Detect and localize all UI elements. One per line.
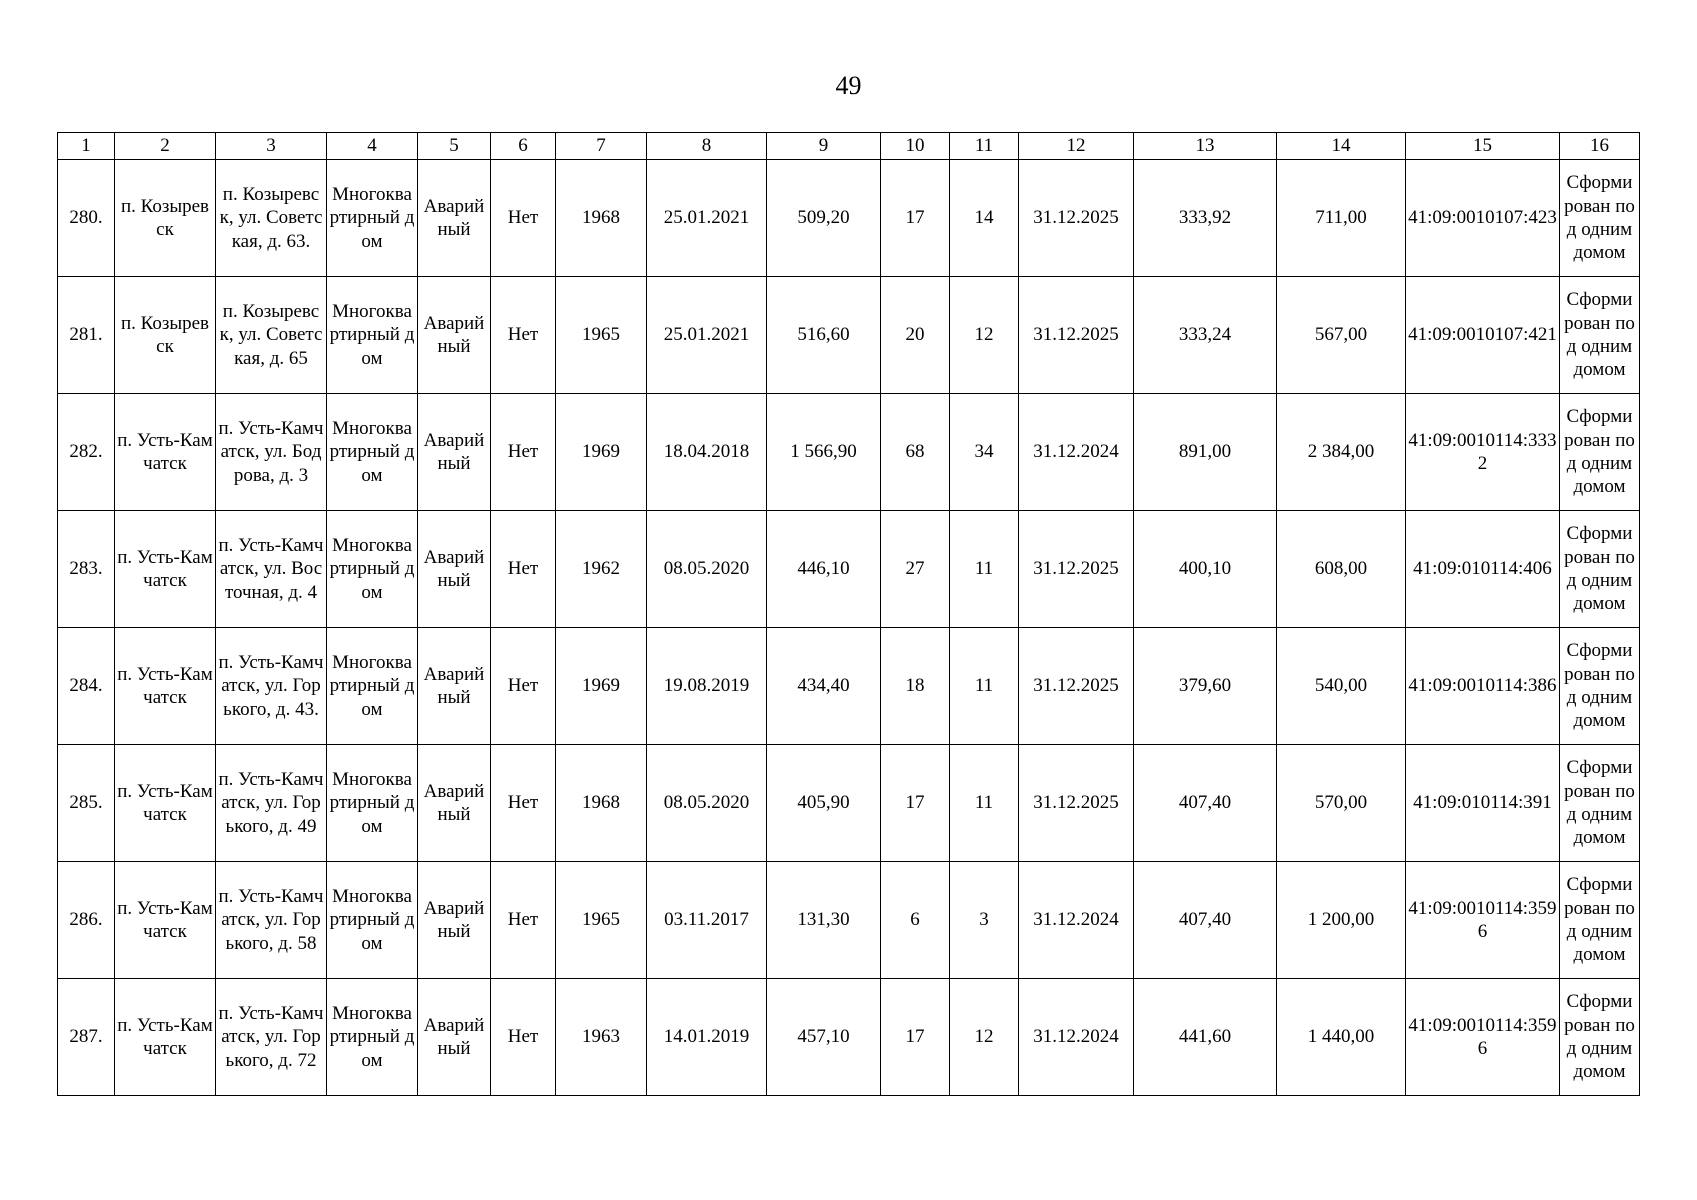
col10-cell: 17: [881, 745, 950, 862]
address-cell: п. Усть-Камчатск, ул. Восточная, д. 4: [216, 511, 327, 628]
col10-cell: 20: [881, 277, 950, 394]
deadline-cell: 31.12.2024: [1019, 979, 1134, 1096]
date-cell: 08.05.2020: [647, 745, 767, 862]
status-cell: Аварийный: [418, 979, 491, 1096]
col11-cell: 12: [950, 277, 1019, 394]
note-cell: Сформирован под одним домом: [1560, 745, 1640, 862]
table-row: [58, 511, 1640, 628]
area-cell: 131,30: [767, 862, 881, 979]
cadastral-number-cell: 41:09:0010114:3596: [1406, 979, 1560, 1096]
status-cell: Аварийный: [418, 277, 491, 394]
year-cell: 1965: [556, 277, 647, 394]
col13-cell: 379,60: [1134, 628, 1277, 745]
deadline-cell: 31.12.2025: [1019, 628, 1134, 745]
address-cell: п. Усть-Камчатск, ул. Горького, д. 72: [216, 979, 327, 1096]
status-cell: Аварийный: [418, 160, 491, 277]
address-cell: п. Козыревск, ул. Советская, д. 63.: [216, 160, 327, 277]
building-type-cell: Многоквартирный дом: [327, 979, 418, 1096]
col10-cell: 17: [881, 979, 950, 1096]
col13-cell: 407,40: [1134, 862, 1277, 979]
note-cell: Сформирован под одним домом: [1560, 277, 1640, 394]
settlement-cell: п. Козыревск: [115, 160, 216, 277]
col13-cell: 441,60: [1134, 979, 1277, 1096]
cadastral-number-cell: 41:09:0010107:421: [1406, 277, 1560, 394]
building-type-cell: Многоквартирный дом: [327, 160, 418, 277]
area-cell: 516,60: [767, 277, 881, 394]
column-header: 11: [950, 133, 1019, 160]
col11-cell: 34: [950, 394, 1019, 511]
date-cell: 08.05.2020: [647, 511, 767, 628]
col10-cell: 6: [881, 862, 950, 979]
column-header: 7: [556, 133, 647, 160]
cadastral-number-cell: 41:09:010114:391: [1406, 745, 1560, 862]
flag-cell: Нет: [491, 511, 556, 628]
flag-cell: Нет: [491, 277, 556, 394]
col14-cell: 540,00: [1277, 628, 1406, 745]
status-cell: Аварийный: [418, 745, 491, 862]
area-cell: 457,10: [767, 979, 881, 1096]
row-number: 282.: [58, 394, 115, 511]
year-cell: 1962: [556, 511, 647, 628]
building-type-cell: Многоквартирный дом: [327, 277, 418, 394]
table-row: [58, 160, 1640, 277]
settlement-cell: п. Козыревск: [115, 277, 216, 394]
area-cell: 446,10: [767, 511, 881, 628]
table-row: [58, 628, 1640, 745]
column-header: 1: [58, 133, 115, 160]
table-row: [58, 745, 1640, 862]
col10-cell: 17: [881, 160, 950, 277]
cadastral-number-cell: 41:09:0010107:423: [1406, 160, 1560, 277]
date-cell: 19.08.2019: [647, 628, 767, 745]
year-cell: 1963: [556, 979, 647, 1096]
note-cell: Сформирован под одним домом: [1560, 511, 1640, 628]
year-cell: 1969: [556, 394, 647, 511]
column-header: 14: [1277, 133, 1406, 160]
cadastral-number-cell: 41:09:0010114:3332: [1406, 394, 1560, 511]
area-cell: 434,40: [767, 628, 881, 745]
col10-cell: 68: [881, 394, 950, 511]
deadline-cell: 31.12.2025: [1019, 511, 1134, 628]
column-header: 8: [647, 133, 767, 160]
flag-cell: Нет: [491, 745, 556, 862]
building-type-cell: Многоквартирный дом: [327, 511, 418, 628]
cadastral-number-cell: 41:09:0010114:386: [1406, 628, 1560, 745]
row-number: 283.: [58, 511, 115, 628]
note-cell: Сформирован под одним домом: [1560, 628, 1640, 745]
settlement-cell: п. Усть-Камчатск: [115, 862, 216, 979]
housing-registry-table: [57, 132, 1640, 1096]
building-type-cell: Многоквартирный дом: [327, 628, 418, 745]
column-header: 15: [1406, 133, 1560, 160]
note-cell: Сформирован под одним домом: [1560, 979, 1640, 1096]
column-header: 9: [767, 133, 881, 160]
settlement-cell: п. Усть-Камчатск: [115, 394, 216, 511]
note-cell: Сформирован под одним домом: [1560, 394, 1640, 511]
row-number: 287.: [58, 979, 115, 1096]
date-cell: 03.11.2017: [647, 862, 767, 979]
col11-cell: 11: [950, 745, 1019, 862]
building-type-cell: Многоквартирный дом: [327, 745, 418, 862]
table-row: [58, 862, 1640, 979]
address-cell: п. Усть-Камчатск, ул. Горького, д. 58: [216, 862, 327, 979]
address-cell: п. Козыревск, ул. Советская, д. 65: [216, 277, 327, 394]
date-cell: 14.01.2019: [647, 979, 767, 1096]
date-cell: 18.04.2018: [647, 394, 767, 511]
area-cell: 405,90: [767, 745, 881, 862]
col14-cell: 1 440,00: [1277, 979, 1406, 1096]
row-number: 285.: [58, 745, 115, 862]
date-cell: 25.01.2021: [647, 277, 767, 394]
flag-cell: Нет: [491, 862, 556, 979]
col14-cell: 1 200,00: [1277, 862, 1406, 979]
col13-cell: 891,00: [1134, 394, 1277, 511]
row-number: 284.: [58, 628, 115, 745]
column-header: 3: [216, 133, 327, 160]
col13-cell: 407,40: [1134, 745, 1277, 862]
deadline-cell: 31.12.2025: [1019, 277, 1134, 394]
status-cell: Аварийный: [418, 628, 491, 745]
deadline-cell: 31.12.2024: [1019, 394, 1134, 511]
date-cell: 25.01.2021: [647, 160, 767, 277]
column-header: 5: [418, 133, 491, 160]
cadastral-number-cell: 41:09:0010114:3596: [1406, 862, 1560, 979]
col14-cell: 570,00: [1277, 745, 1406, 862]
col13-cell: 333,24: [1134, 277, 1277, 394]
note-cell: Сформирован под одним домом: [1560, 862, 1640, 979]
col11-cell: 11: [950, 628, 1019, 745]
area-cell: 1 566,90: [767, 394, 881, 511]
cadastral-number-cell: 41:09:010114:406: [1406, 511, 1560, 628]
address-cell: п. Усть-Камчатск, ул. Горького, д. 49: [216, 745, 327, 862]
column-header: 4: [327, 133, 418, 160]
settlement-cell: п. Усть-Камчатск: [115, 745, 216, 862]
status-cell: Аварийный: [418, 511, 491, 628]
col14-cell: 2 384,00: [1277, 394, 1406, 511]
col11-cell: 14: [950, 160, 1019, 277]
col14-cell: 567,00: [1277, 277, 1406, 394]
column-header: 2: [115, 133, 216, 160]
flag-cell: Нет: [491, 394, 556, 511]
row-number: 281.: [58, 277, 115, 394]
table-row: [58, 277, 1640, 394]
col13-cell: 400,10: [1134, 511, 1277, 628]
deadline-cell: 31.12.2025: [1019, 160, 1134, 277]
settlement-cell: п. Усть-Камчатск: [115, 979, 216, 1096]
col11-cell: 3: [950, 862, 1019, 979]
flag-cell: Нет: [491, 979, 556, 1096]
year-cell: 1965: [556, 862, 647, 979]
address-cell: п. Усть-Камчатск, ул. Бодрова, д. 3: [216, 394, 327, 511]
table-row: [58, 394, 1640, 511]
status-cell: Аварийный: [418, 394, 491, 511]
col11-cell: 11: [950, 511, 1019, 628]
column-header: 12: [1019, 133, 1134, 160]
status-cell: Аварийный: [418, 862, 491, 979]
address-cell: п. Усть-Камчатск, ул. Горького, д. 43.: [216, 628, 327, 745]
col14-cell: 711,00: [1277, 160, 1406, 277]
column-header: 10: [881, 133, 950, 160]
note-cell: Сформирован под одним домом: [1560, 160, 1640, 277]
col13-cell: 333,92: [1134, 160, 1277, 277]
row-number: 280.: [58, 160, 115, 277]
deadline-cell: 31.12.2024: [1019, 862, 1134, 979]
building-type-cell: Многоквартирный дом: [327, 394, 418, 511]
col14-cell: 608,00: [1277, 511, 1406, 628]
area-cell: 509,20: [767, 160, 881, 277]
year-cell: 1968: [556, 745, 647, 862]
flag-cell: Нет: [491, 160, 556, 277]
column-header: 6: [491, 133, 556, 160]
col10-cell: 18: [881, 628, 950, 745]
column-number-row: [58, 133, 1640, 160]
column-header: 13: [1134, 133, 1277, 160]
year-cell: 1968: [556, 160, 647, 277]
year-cell: 1969: [556, 628, 647, 745]
page-number: 49: [835, 71, 862, 100]
deadline-cell: 31.12.2025: [1019, 745, 1134, 862]
flag-cell: Нет: [491, 628, 556, 745]
settlement-cell: п. Усть-Камчатск: [115, 511, 216, 628]
col10-cell: 27: [881, 511, 950, 628]
column-header: 16: [1560, 133, 1640, 160]
col11-cell: 12: [950, 979, 1019, 1096]
row-number: 286.: [58, 862, 115, 979]
settlement-cell: п. Усть-Камчатск: [115, 628, 216, 745]
table-row: [58, 979, 1640, 1096]
building-type-cell: Многоквартирный дом: [327, 862, 418, 979]
